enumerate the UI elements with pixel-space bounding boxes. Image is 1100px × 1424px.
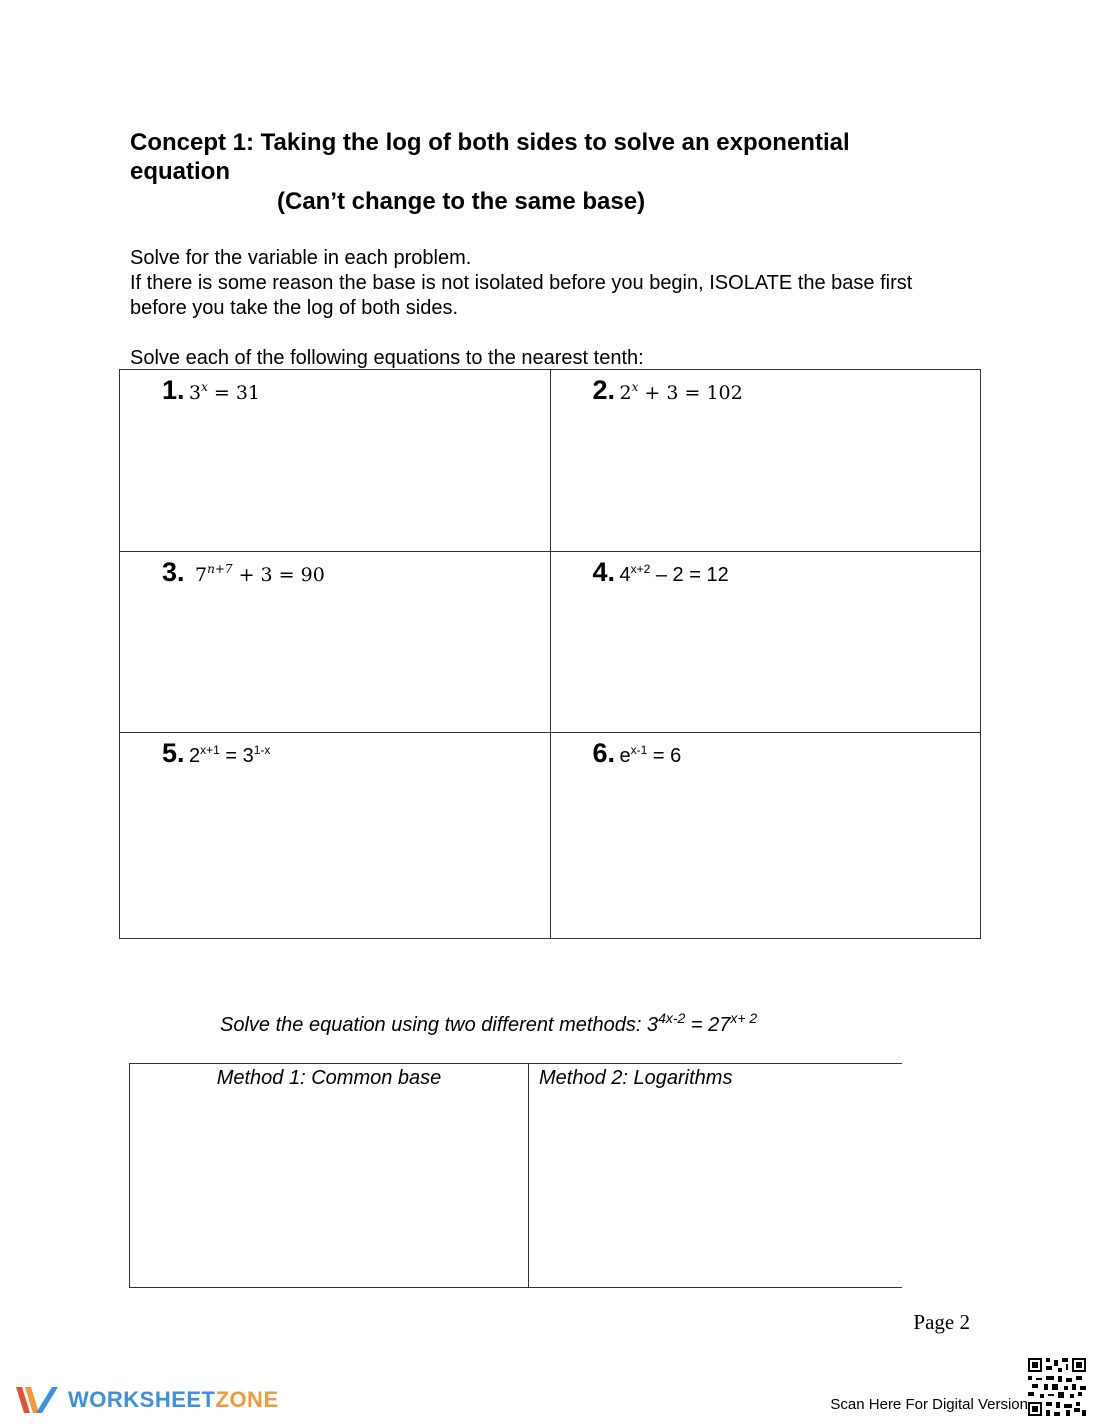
problem-equation: $4^{x+2} - 2 = 12$: [619, 562, 729, 586]
method-2-cell[interactable]: [529, 1064, 903, 1288]
problem-equation: $3^x = 31$: [188, 380, 261, 404]
problems-grid: [119, 369, 981, 939]
concept-subheading: (Can’t change to the same base): [277, 188, 646, 215]
problem-number: 5.: [162, 738, 185, 768]
problem-equation: $7^{n+7} + 3 = 90$: [195, 562, 325, 586]
instruction-line: If there is some reason the base is not isolated before you begin, ISOLATE the base first before you take the log of both sides.: [130, 272, 913, 319]
problem-cell[interactable]: [120, 370, 551, 552]
problem-number: 2.: [592, 375, 616, 405]
method-1-label: Method 1: Common base: [216, 1067, 442, 1089]
method-2-label: Method 2: Logarithms: [539, 1067, 733, 1089]
problem-equation: $2^x + 3 = 102$: [619, 380, 743, 404]
qr-code-icon[interactable]: [1028, 1358, 1086, 1416]
problems-prompt: Solve each of the following equations to the nearest tenth:: [130, 347, 644, 369]
page-number: Page 2: [913, 1310, 970, 1334]
methods-title: Solve the equation using two different methods: $3^{4x-2} = 27^{x+ 2}$: [220, 1010, 758, 1036]
problem-cell[interactable]: [120, 733, 551, 939]
problem-equation: $e^{x-1} = 6$: [619, 743, 682, 767]
problem-cell[interactable]: [120, 552, 551, 733]
problem-number: 3.: [162, 557, 185, 587]
instructions: [130, 246, 970, 321]
problem-number: 1.: [162, 375, 185, 405]
problem-number: 6.: [592, 738, 616, 768]
problem-cell[interactable]: [550, 552, 981, 733]
logo-mark-icon: [14, 1383, 60, 1417]
logo-text: WORKSHEETZONE: [68, 1387, 279, 1412]
problem-number: 4.: [592, 557, 616, 587]
method-1-cell[interactable]: [130, 1064, 529, 1288]
scan-label: Scan Here For Digital Version: [830, 1396, 1028, 1413]
problem-equation: $2^{x+1} = 3^{1-x}$: [188, 743, 271, 767]
instruction-line: Solve for the variable in each problem.: [130, 247, 472, 269]
worksheetzone-logo[interactable]: [14, 1383, 279, 1417]
methods-table: [129, 1063, 902, 1288]
problem-cell[interactable]: [550, 733, 981, 939]
problem-cell[interactable]: [550, 370, 981, 552]
concept-heading: Concept 1: Taking the log of both sides to solve an exponential equation: [130, 129, 850, 185]
